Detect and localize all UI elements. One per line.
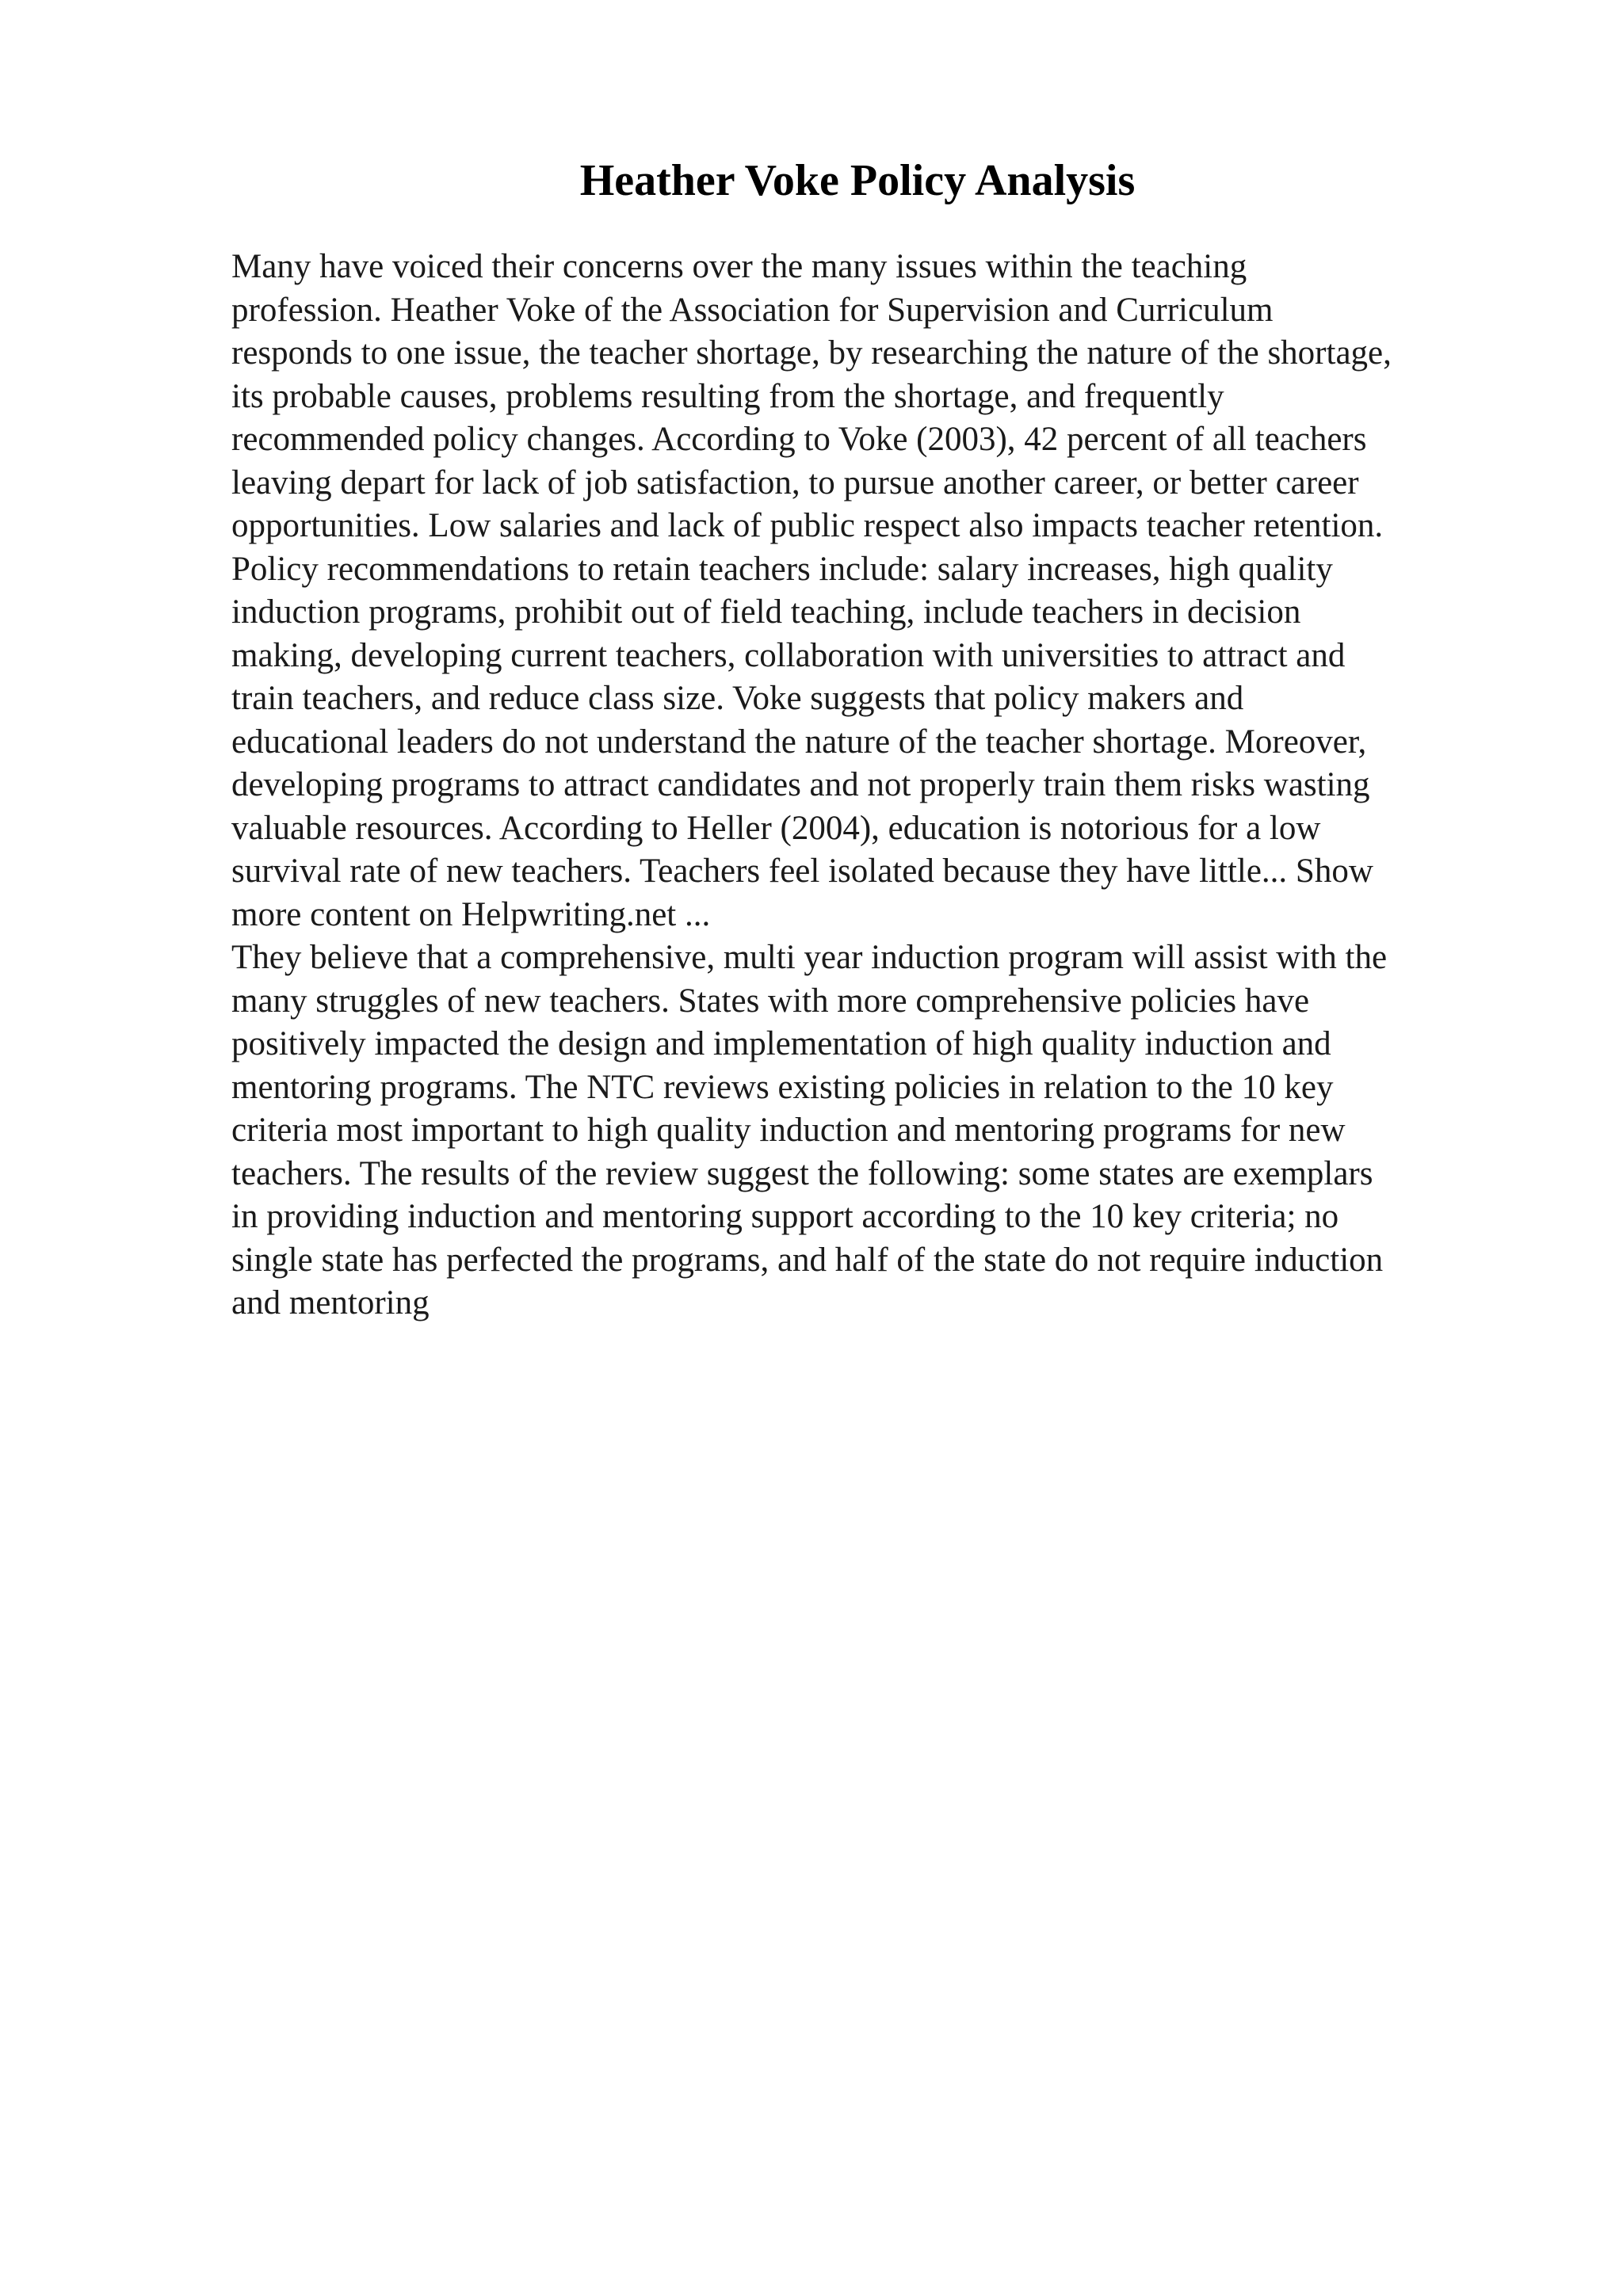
body-line: profession. Heather Voke of the Association for Supervision and Curriculum — [231, 291, 1274, 329]
body-line: leaving depart for lack of job satisfaction, to pursue another career, or better career — [231, 463, 1359, 502]
body-line: teachers. The results of the review suggest the following: some states are exemplars — [231, 1154, 1373, 1192]
body-line: valuable resources. According to Heller (2004), education is notorious for a low — [231, 809, 1321, 847]
document-body — [231, 246, 1499, 1325]
body-line: educational leaders do not understand the nature of the teacher shortage. Moreover, — [231, 723, 1367, 761]
body-line: and mentoring — [231, 1284, 430, 1322]
body-line: They believe that a comprehensive, multi year induction program will assist with the — [231, 939, 1388, 976]
body-line: induction programs, prohibit out of field teaching, include teachers in decision — [231, 593, 1301, 631]
body-line: recommended policy changes. According to Voke (2003), 42 percent of all teachers — [231, 421, 1367, 458]
body-line: single state has perfected the programs, and half of the state do not require induction — [231, 1241, 1384, 1279]
body-line: train teachers, and reduce class size. Voke suggests that policy makers and — [231, 680, 1244, 717]
body-line: making, developing current teachers, collaboration with universities to attract and — [231, 636, 1346, 674]
body-line: responds to one issue, the teacher shortage, by researching the nature of the shortage, — [231, 334, 1392, 372]
body-line: many struggles of new teachers. States with more comprehensive policies have — [231, 982, 1310, 1020]
body-line: Policy recommendations to retain teachers include: salary increases, high quality — [231, 550, 1333, 588]
document-title: Heather Voke Policy Analysis — [579, 156, 1136, 205]
body-line: survival rate of new teachers. Teachers feel isolated because they have little... Show — [231, 852, 1373, 890]
body-line: more content on Helpwriting.net ... — [231, 895, 711, 933]
body-line: in providing induction and mentoring support according to the 10 key criteria; no — [231, 1198, 1339, 1235]
body-line: criteria most important to high quality induction and mentoring programs for new — [231, 1112, 1346, 1149]
body-line: its probable causes, problems resulting from the shortage, and frequently — [231, 377, 1224, 415]
body-line: mentoring programs. The NTC reviews existing policies in relation to the 10 key — [231, 1068, 1334, 1106]
body-line: positively impacted the design and implementation of high quality induction and — [231, 1025, 1331, 1062]
body-line: Many have voiced their concerns over the many issues within the teaching — [231, 248, 1247, 285]
body-line: developing programs to attract candidates and not properly train them risks wasting — [231, 766, 1370, 803]
body-line: opportunities. Low salaries and lack of public respect also impacts teacher retention. — [231, 507, 1384, 544]
